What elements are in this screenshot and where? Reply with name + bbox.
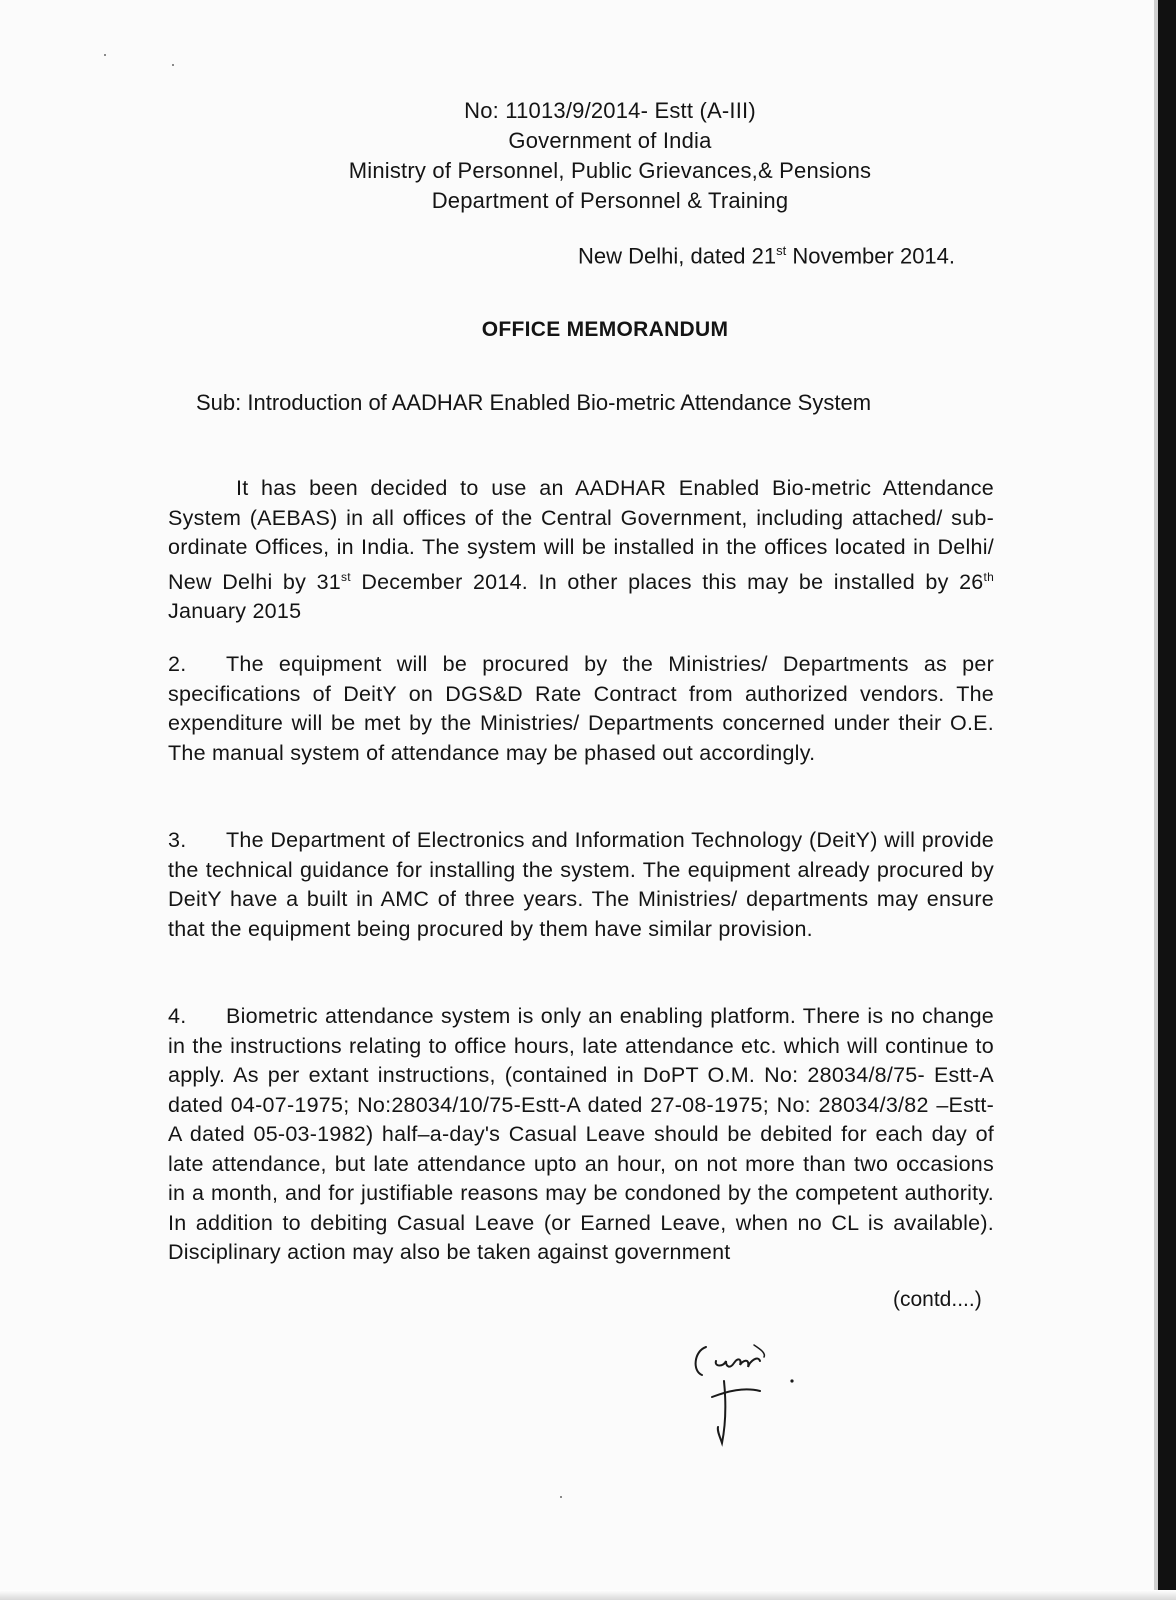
p1-ordinal-a: st [341, 569, 351, 584]
memo-title: OFFICE MEMORANDUM [481, 318, 729, 341]
scan-speck [172, 64, 174, 66]
paragraph-number: 2. [168, 652, 187, 676]
p1-ordinal-b: th [983, 569, 995, 584]
paragraph-text: The Department of Electronics and Information Technology (DeitY) will provide the technical guidance for installing the system. The equipment already procured by DeitY have a built in AMC of three years. The Ministries/ departments may ensure that the equipment being procured by them have similar provision. [168, 828, 994, 941]
memo-subject: Sub: Introduction of AADHAR Enabled Bio-metric Attendance System [196, 390, 872, 415]
p1-text-c: January 2015 [168, 599, 302, 624]
paragraph-number: 4. [168, 1004, 187, 1028]
reference-number: No: 11013/9/2014- Estt (A-III) [464, 98, 756, 123]
date-prefix: New Delhi, dated 21 [578, 243, 777, 269]
p1-text-a: It has been decided to use an AADHAR Enabled Bio-metric Attendance System (AEBAS) in all offices of the Central Government, including attached/ sub-ordinate Offices, in India. The system will be installed in the offices located in Delhi/ New Delhi by 31 [168, 476, 994, 594]
p1-text-b: December 2014. In other places this may be installed by 26 [350, 569, 984, 594]
paragraph-2 [168, 650, 994, 768]
department-name: Department of Personnel & Training [431, 188, 789, 213]
letterhead [280, 96, 940, 216]
paragraph-1 [168, 474, 994, 627]
scan-border [1158, 0, 1176, 1600]
issue-date [578, 236, 955, 271]
government-name: Government of India [508, 128, 712, 153]
signature-icon [680, 1335, 820, 1465]
paragraph-text: The equipment will be procured by the Ministries/ Departments as per specifications of DeitY on DGS&D Rate Contract from authorized vendors. The expenditure will be met by the Ministries/ Departments concerned under their O.E. The manual system of attendance may be phased out accordingly. [168, 652, 994, 765]
date-suffix: November 2014. [786, 243, 956, 269]
date-ordinal: st [776, 243, 787, 258]
ministry-name: Ministry of Personnel, Public Grievances,& Pensions [348, 158, 872, 183]
paragraph-number: 3. [168, 828, 187, 852]
paragraph-3 [168, 826, 994, 944]
page-bottom-edge [0, 1590, 1176, 1600]
paragraph-4 [168, 1002, 994, 1268]
paragraph-text: Biometric attendance system is only an enabling platform. There is no change in the instructions relating to office hours, late attendance etc. which will continue to apply. As per extant instructions, (contained in DoPT O.M. No: 28034/8/75- Estt-A dated 04-07-1975; No:28034/10/75-Estt-A dated 27-08-1975; No: 28034/3/82 –Estt-A dated 05-03-1982) half–a-day's Casual Leave should be debited for each day of late attendance, but late attendance upto an hour, on not more than two occasions in a month, and for justifiable reasons may be condoned by the competent authority. In addition to debiting Casual Leave (or Earned Leave, when no CL is available). Disciplinary action may also be taken against government [168, 1004, 994, 1264]
scan-speck [104, 54, 106, 56]
continued-marker: (contd....) [893, 1288, 982, 1311]
scan-speck [560, 1496, 562, 1498]
